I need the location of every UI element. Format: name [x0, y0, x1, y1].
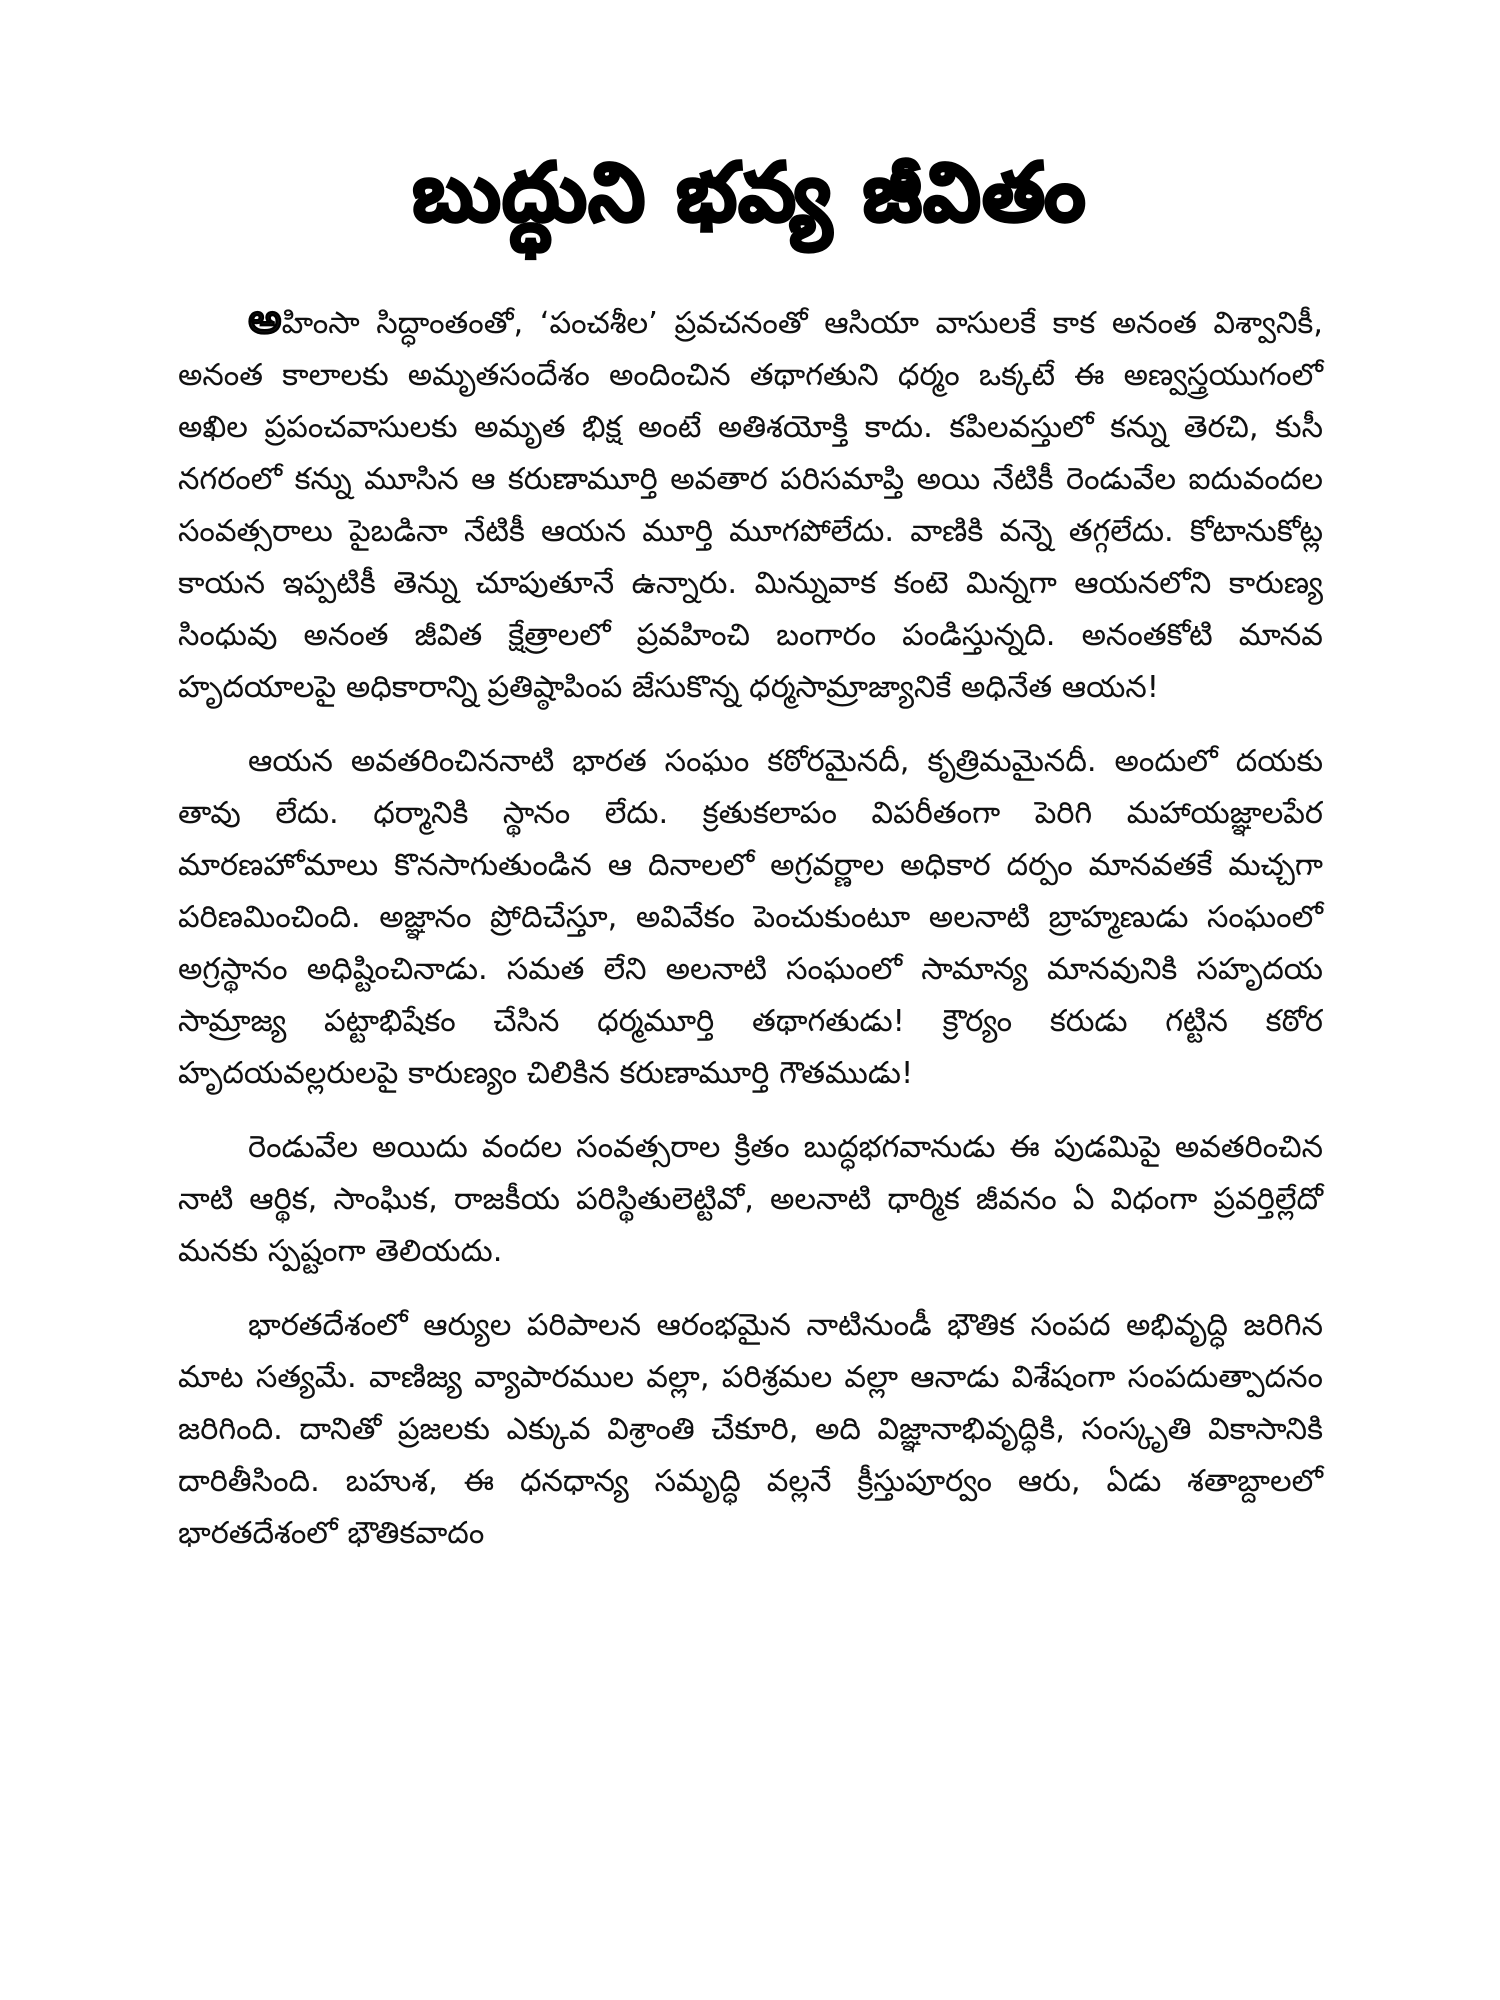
paragraph-text: భారతదేశంలో ఆర్యుల పరిపాలన ఆరంభమైన నాటినుండీ భౌతిక సంపద అభివృద్ధి జరిగిన మాట సత్యమే. వాణిజ్య వ్యాపారముల వల్లా, పరిశ్రమల వల్లా ఆనాడు విశేషంగా సంపదుత్పాదనం జరిగింది. దానితో ప్రజలకు ఎక్కువ విశ్రాంతి చేకూరి, అది విజ్ఞానాభివృద్ధికి, సంస్కృతి వికాసానికి దారితీసింది. బహుశ, ఈ ధనధాన్య సమృద్ధి వల్లనే క్రీస్తుపూర్వం ఆరు, ఏడు శతాబ్దాలలో భారతదేశంలో భౌతికవాదం: [178, 1308, 1323, 1551]
paragraph-1: [178, 293, 1323, 714]
article-body: [178, 293, 1323, 1582]
paragraph-3: [178, 1122, 1323, 1278]
paragraph-4: [178, 1300, 1323, 1560]
paragraph-text: ఆయన అవతరించిననాటి భారత సంఘం కఠోరమైనదీ, కృత్రిమమైనదీ. అందులో దయకు తావు లేదు. ధర్మానికి స్థానం లేదు. క్రతుకలాపం విపరీతంగా పెరిగి మహాయజ్ఞాలపేర మారణహోమాలు కొనసాగుతుండిన ఆ దినాలలో అగ్రవర్ణాల అధికార దర్పం మానవతకే మచ్చగా పరిణమించింది. అజ్ఞానం ప్రోదిచేస్తూ, అవివేకం పెంచుకుంటూ అలనాటి బ్రాహ్మణుడు సంఘంలో అగ్రస్థానం అధిష్టించినాడు. సమత లేని అలనాటి సంఘంలో సామాన్య మానవునికి సహృదయ సామ్రాజ్య పట్టాభిషేకం చేసిన ధర్మమూర్తి తథాగతుడు! క్రౌర్యం కరుడు గట్టిన కఠోర హృదయవల్లరులపై కారుణ్యం చిలికిన కరుణామూర్తి గౌతముడు!: [178, 744, 1323, 1091]
page-title: బుద్ధుని భవ్య జీవితం: [412, 146, 1088, 239]
drop-cap: అ: [248, 294, 282, 343]
paragraph-text: రెండువేల అయిదు వందల సంవత్సరాల క్రితం బుద్ధభగవానుడు ఈ పుడమిపై అవతరించిన నాటి ఆర్థిక, సాంఘిక, రాజకీయ పరిస్థితులెట్టివో, అలనాటి ధార్మిక జీవనం ఏ విధంగా ప్రవర్తిల్లేదో మనకు స్పష్టంగా తెలియదు.: [178, 1130, 1323, 1269]
paragraph-2: [178, 736, 1323, 1100]
paragraph-text: హింసా సిద్ధాంతంతో, ‘పంచశీల’ ప్రవచనంతో ఆసియా వాసులకే కాక అనంత విశ్వానికీ, అనంత కాలాలకు అమృతసందేశం అందించిన తథాగతుని ధర్మం ఒక్కటే ఈ అణ్వస్త్రయుగంలో అఖిల ప్రపంచవాసులకు అమృత భిక్ష అంటే అతిశయోక్తి కాదు. కపిలవస్తులో కన్ను తెరచి, కుసీ నగరంలో కన్ను మూసిన ఆ కరుణామూర్తి అవతార పరిసమాప్తి అయి నేటికీ రెండువేల ఐదువందల సంవత్సరాలు పైబడినా నేటికీ ఆయన మూర్తి మూగపోలేదు. వాణికి వన్నె తగ్గలేదు. కోటానుకోట్ల కాయన ఇప్పటికీ తెన్ను చూపుతూనే ఉన్నారు. మిన్నువాక కంటె మిన్నగా ఆయనలోని కారుణ్య సింధువు అనంత జీవిత క్షేత్రాలలో ప్రవహించి బంగారం పండిస్తున్నది. అనంతకోటి మానవ హృదయాలపై అధికారాన్ని ప్రతిష్ఠాపింప జేసుకొన్న ధర్మసామ్రాజ్యానికే అధినేత ఆయన!: [178, 306, 1323, 705]
